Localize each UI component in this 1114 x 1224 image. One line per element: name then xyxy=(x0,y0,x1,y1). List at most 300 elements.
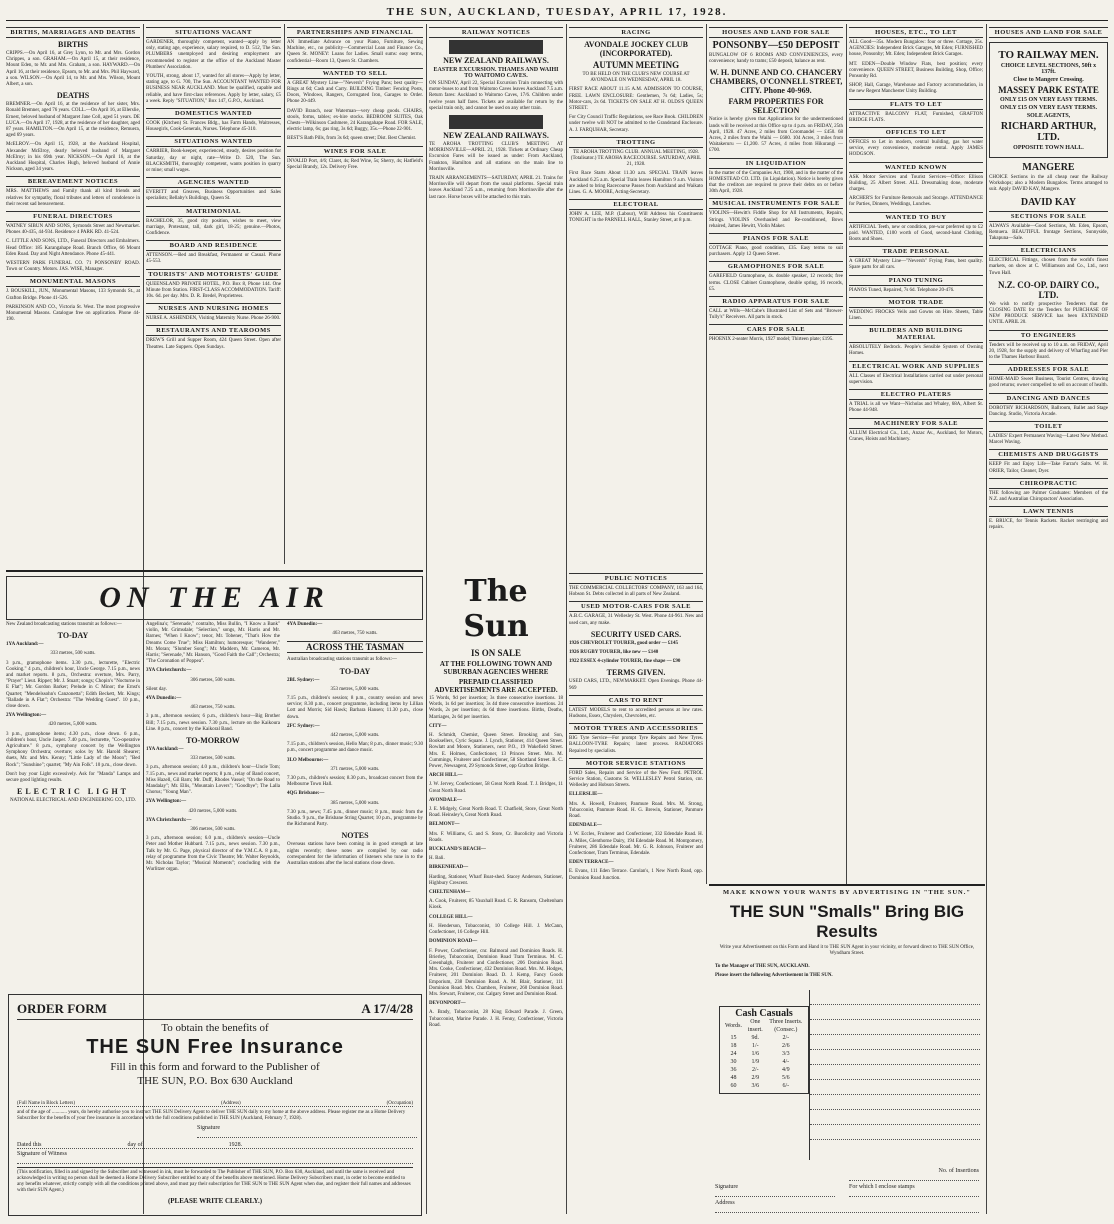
ad-text: A GREAT Mystery Line—"Neversh" Frying Pans; best quality—Rings at 6d; Cash and Carry. BUILDING Timber: Fencing Posts, Doors, Windows, Rangers, Corrugated Iron, Garages to Order. Phone 20-449. xyxy=(287,80,423,105)
section-heading: PIANO TUNING xyxy=(849,275,983,286)
table-row xyxy=(723,1042,805,1050)
radio-text: 3 p.m., gramophone items. 3.30 p.m., lecturette, "Electric Cooking." 4 p.m., children's hour, Uncle George. 7.15 p.m., news and market reports. 8 p.m., Orchestra: overture, Mrs. Parry, "Prayer" Lieut. Ripper; Mr. J. Stuart; songs; Chopin's "Nocturne in E Flat"; Mr. Gordon Barker; Prelude in C Minor; the Ernst's Quartet; "Mendelssohn's Canzonetta"; Edith Beckett, Mr. Kings; "Ballade in A Flat"; Orchestra: "The Wedding Guest". 10 p.m., close down. xyxy=(6,660,140,710)
day-of-label[interactable]: day of xyxy=(127,1142,143,1148)
railway-men-ad xyxy=(989,42,1108,158)
subheading: EASTER EXCURSION. THAMES AND WAIHI TO WAITOMO CAVES. xyxy=(433,67,559,79)
radio-column-2 xyxy=(146,622,280,877)
ad-headline: N.Z. CO-OP. DAIRY CO., LTD. xyxy=(997,279,1100,300)
radio-day: TO-DAY xyxy=(339,666,371,676)
notice-text: McELROY.—On April 15, 1928, at the Auckland Hospital, Alexander McElroy, dearly beloved husband of Margaret McElroy; in his 69th year. NICKSON.—On April 16, at the Auckland Hospital, Charles Hugh, beloved husband of Annie Nickson, aged 34 years. xyxy=(6,142,140,173)
ad-text: ASK Motor Services and Tourist Services—Office: Ellison Building, 25 Albert Street. ALL Dressmaking done, moderate charges. xyxy=(849,174,983,193)
ad-subline: TERMS GIVEN. xyxy=(606,668,666,678)
column-rule xyxy=(986,24,987,1214)
ad-subline: CHOICE LEVEL SECTIONS, 50ft x 137ft. xyxy=(1000,63,1097,75)
ad-text: DAVID Branch, near Waterman—very cheap goods. CHAIRS, stools, forms, tables; ex-hire stocks. BEDROOM SUITES, Oak Chests—Wilkinson Cashmere, 24 Karangahape Road. FOR SALE, electric lamp, 6s; gas ring, 3s 6d; Buggy, 35s.—Phone 22-901. xyxy=(287,108,423,133)
ad-headline: TO RAILWAY MEN. xyxy=(998,49,1099,61)
section-heading: CARS TO RENT xyxy=(569,695,703,706)
rate-cell: 60 xyxy=(730,1083,737,1089)
table-row xyxy=(723,1082,805,1090)
ad-text: BUNGALOW OF 6 ROOMS AND CONVENIENCES, every convenience; handy to trams; £50 deposit, balance as rent. xyxy=(709,53,843,65)
notice-text: For City Council Traffic Regulations, see Race Book. CHILDREN under twelve will NOT be admitted to the Grandstand Enclosure. A. J. FARQUHAR, Secretary. xyxy=(569,115,703,133)
ad-text: ALL Good—35s. Modern Bungalow: four or three. Cottage, 25s. AGENCIES: Independent Brick Garages, Mt Eden; FURNISHED house, Ponsonby; Mt. Eden; Independent Brick Garages. xyxy=(849,40,983,58)
ad-headline: RICHARD ARTHUR, LTD. xyxy=(1000,121,1097,143)
district-name: CITY— xyxy=(429,723,447,729)
station-power: 353 metres, 5,000 watts. xyxy=(330,686,380,692)
ad-text: THE following are Palmer Graduates: Members of the N.Z. and Australian Chiropractors' Association. xyxy=(989,490,1108,503)
ad-text: PHOENIX 2-seater Morris, 1927 model; Thirteen plate; £195. xyxy=(709,337,834,343)
radio-text: 3 p.m., afternoon session; 6 p.m., children's hour—Big Brother Bill; 7.15 p.m., news session. 7.30 p.m., lecture on the Kaikoura Line. 8 p.m., concert by the Kaikoral Band. xyxy=(146,714,280,732)
notice-text: ON SUNDAY, April 22, Special Excursion Train connecting with motor-buses to and from Waitomo Caves leaves Auckland 7.5 a.m. Return fares: Auckland to Waitomo Caves, 17/6. Children under twelve years half fares. Tickets are available for return by the special train only, and cannot be used on any other train. xyxy=(429,81,563,111)
ad-text: QUEENSLAND PRIVATE HOTEL, P.O. Box 8, Phone 144. One Minute from Station. FIRST-CLASS ACCOMMODATION. Tariff: 10s. 6d. per day. Mrs. D. R. Bredel, Proprietress. xyxy=(146,281,281,300)
ad-text: CARRIER, Book-keeper, experienced, steady, desires position for Saturday, day or night, rate—Write D. 520, The Sun. BLACKSMITH, thoroughly competent, wants position in quarry or mine; small wages. xyxy=(146,149,281,174)
on-the-air-title: ON THE AIR xyxy=(6,576,423,620)
cash-casuals-title: Cash Casuals xyxy=(735,1008,793,1019)
smalls-banner: MAKE KNOWN YOUR WANTS BY ADVERTISING IN "THE SUN." xyxy=(723,889,971,896)
column-rule xyxy=(284,24,285,564)
notice-text: CRIPPS.—On April 16, at Grey Lynn, to Mr. and Mrs. Gordon Chrippes, a son. GRAHAM.—On April 15, at their residence, Mount Eden, to Mr. and Mrs. Graham, a son. HAYWARD.—On April 16, at their residence, Epsom, to Mr. and Mrs. Phil Hayward, a son. WILSON.—On April 14, to Mr. and Mrs. Wilson, Mount Albert, a son. xyxy=(6,51,140,88)
notice-text: TE AROHA TROTTING CLUB'S MEETING AT MORRINSVILLE—APRIL 21, 1928. Tickets at Ordinary Cheap Excursion Fares will be issued as under: From Auckland, Frankton, Hamilton and all stations on the main line to Morrinsville. xyxy=(429,142,563,172)
ad-text: Notice is hereby given that Applications for the undermentioned lands will be received at this Office up to 4 p.m. on FRIDAY, 25th April, 1928. 47 Acres, 2 miles from Coromandel — £450. 68 Acres, 2 miles from the Waihi — £680. 104 Acres, 3 miles from Waitakeruru — £1,200. 57 Acres, 4 miles from Hikurangi — £700. xyxy=(709,117,843,154)
station-name: 2YA Wellington:— xyxy=(146,799,187,805)
section-heading: WANTED KNOWN xyxy=(849,162,983,173)
section-heading: HOUSES AND LAND FOR SALE xyxy=(709,27,843,38)
ad-text: WATNEY SIBUN AND SONS, Symonds Street and Newmarket. Phones 40-435, 44-934. Residence 4 PARK RD. 41-524. xyxy=(6,224,140,236)
radio-text: 7.30 p.m., news; 7.45 p.m., dinner music; 8 p.m., music from the Studio. 9 p.m., the Brisbane String Quartet; 10 p.m., programme by the Richmond Party. xyxy=(287,809,423,828)
station-power: 306 metres, 500 watts. xyxy=(190,827,236,833)
table-row xyxy=(723,1034,805,1042)
order-form-ref: A 17/4/28 xyxy=(361,1001,413,1016)
section-heading: SITUATIONS WANTED xyxy=(146,136,281,147)
station-name: 3YA Christchurch:— xyxy=(146,817,192,823)
section-heading: RESTAURANTS AND TEAROOMS xyxy=(146,325,281,336)
ad-text: EVERITT and Greaves, Business Opportunities and Sales specialists; Bellaby's Buildings, Queen St. xyxy=(146,190,281,202)
write-clearly: (PLEASE WRITE CLEARLY.) xyxy=(167,1197,263,1205)
agency-list: A. Brady, Tobacconist, 28 King Edward Parade. J. Green, Tobacconist, Marine Parade. J. H. Fenny, Confectioner, Victoria Road. xyxy=(429,1010,563,1028)
column-rule xyxy=(846,24,847,884)
radio-text: Don't buy your Light excessively. Ask for "Manda" Lamps and secure good lighting results. xyxy=(6,771,140,784)
station-name: 2YA Wellington:— xyxy=(6,713,47,719)
radio-text: 3 p.m., gramophone items; 4.30 p.m., close down. 6 p.m., children's hour, Uncle Jasper. 7.40 p.m., lecturette, "Co-operative Agriculture." 8 p.m., symphony concert by the Wellington Symphony Orchestra; overture; solos by Mr. Harold Shearer; duets, Mr. and Mrs. Kenny; "Little Lady of the Moon"; "Bed Rock"; "Sunshine"; quartet; "My Ain Folk". 10 p.m., close down. xyxy=(6,731,140,768)
rate-cell: 1/- xyxy=(751,1043,759,1049)
newspaper-page xyxy=(6,4,1108,1218)
ad-text: VIOLINS—Hewitt's Fiddle Shop for All Instruments, Repairs, Strings. VIOLINS Overhauled and Re-conditioned, Bows rehaired, James Hewitt, Violin Maker. xyxy=(709,211,843,229)
ad-line-field[interactable] xyxy=(810,1007,980,1020)
witness-signature-field[interactable]: Signature of Witness xyxy=(17,1151,413,1164)
district-name: COLLEGE HILL— xyxy=(429,914,473,920)
section-heading: MOTOR SERVICE STATIONS xyxy=(569,758,703,769)
sun-subline: AT THE FOLLOWING TOWN AND SUBURBAN AGENCIES WHERE xyxy=(439,660,553,676)
signature-field[interactable]: Signature xyxy=(715,1184,835,1197)
ad-line-field[interactable] xyxy=(810,1022,980,1035)
station-power: 371 metres, 5,000 watts. xyxy=(330,766,380,772)
rates-text: 15 Words, 9d per insertion; 3s three consecutive insertions. 18 Words, 1s 6d per insertion; 3s 4d three consecutive insertions. 24 Words, 2s per insertion; 4s 6d three insertions. Births, Deaths, Marriages, 2s 6d per insertion. xyxy=(429,696,563,720)
rate-cell: 48 xyxy=(730,1075,737,1081)
section-heading: PUBLIC NOTICES xyxy=(569,573,703,584)
agency-list: A. Cook, Fruiterer, 85 Vauxhall Road. C. R. Ransom, Cheltenham Kiosk. xyxy=(429,899,563,911)
station-name: 2FC Sydney:— xyxy=(287,723,320,729)
table-row xyxy=(723,1050,805,1058)
section-heading: TRADE PERSONAL xyxy=(849,246,983,257)
station-name: 3LO Melbourne:— xyxy=(287,757,329,763)
section-heading: HOUSES AND LAND FOR SALE xyxy=(989,27,1108,38)
ad-line-field[interactable] xyxy=(810,1067,980,1080)
section-heading: RAILWAY NOTICES xyxy=(429,27,563,38)
car-listing: 1926 CHEVROLET TOURER, good order — £145 xyxy=(569,640,678,646)
masthead: THE SUN, AUCKLAND, TUESDAY, APRIL 17, 1928. xyxy=(6,4,1108,21)
rate-cell: 18 xyxy=(730,1043,737,1049)
radio-text: 7.15 p.m., children's session, Hello Man; 8 p.m., dinner music; 9.30 p.m., concert programme and dance music. xyxy=(287,742,423,754)
ad-text: ALLUM Electrical Co., Ltd., Anzac Av., Auckland, for Motors, Cranes, Hoists and Machinery. xyxy=(849,430,983,442)
dated-label[interactable]: Dated this xyxy=(17,1142,42,1148)
ad-text: THE COMMERCIAL COLLECTORS' COMPANY, 163 and 164, Hobson St. Debts collected in all parts of New Zealand. xyxy=(569,586,703,598)
ad-text: BEST'S Bath Pills, from 3s 6d; queen street; Dist. Best Chemist. xyxy=(287,136,417,142)
cash-casuals-table xyxy=(719,1006,809,1094)
ad-headline: FARM PROPERTIES FOR SELECTION xyxy=(728,97,824,116)
table-row xyxy=(723,1058,805,1066)
district-name: CHELTENHAM— xyxy=(429,890,471,896)
ad-text: LATEST MODELS to rent to accredited persons at low rates. Hudsons, Essex, Chryslers, Chevrolets, etc. xyxy=(569,707,703,720)
rates-head: Words. xyxy=(725,1023,743,1029)
station-power: 463 metres, 750 watts. xyxy=(332,631,378,637)
ad-subline: SOLE AGENTS, xyxy=(1026,113,1071,119)
ad-text: GARDENER, thoroughly competent, wanted—apply by letter only, stating age, experience, salary required, to D. 512, The Sun. PLUMBERS unemployed and desiring employment are recommended to register at the office of the Auckland Master Plumbers' Association. xyxy=(146,40,281,70)
agency-list: Mrs. A. Howell, Fruiterer, Panmure Road. Mrs. M. Strong, Tobacconist, Panmure Road. H. G. Brewin, Stationer, Panmure Road. xyxy=(569,801,703,820)
section-heading: OFFICES TO LET xyxy=(849,127,983,138)
station-name: 1YA Auckland:— xyxy=(146,747,184,753)
rate-cell: 3/6 xyxy=(751,1083,760,1089)
station-power: 442 metres, 5,000 watts. xyxy=(330,733,380,739)
agency-list: H. Schmidt, Chemist, Queen Street. Brooking and Son, Booksellers, Cyric Square. J. Lynch, Stationer, 414 Queen Street. Rowlatt and Moore, Stationers, next P.O., 19 Wakefield Street. Mrs. E. Holmes, Confectioner, 13 Princes Street. Mrs. M. Cummings, Fruiterer and Confectioner, 58 Shortland Street. R. C. Power, Newsagent, 29 Symonds Street, opp Grafton Bridge. xyxy=(429,733,563,770)
section-heading: BEREAVEMENT NOTICES xyxy=(6,176,140,187)
radio-text: Angelina's; "Serenade," contralto, Miss Bullin, "I Know a Bank" violin, Mr. Grimsdale; "Selection," songs, Mr. Harris and Mr. Barnes; "When I Know"; tenor, Mr. Tobener, "That's How the Dreams Come True"; Miss Hamilton; humoresque; "Wanderer," Mr. Moran; "Slumber Song"; Mr. Maddern, Mr. Cameron, Mr. Harris; "Serenade," Mr. Hanson, "Good Faith the Call"; Orchestra; "The Coronation of Poppea". xyxy=(146,622,280,665)
smalls-address-block xyxy=(715,964,875,982)
section-heading: HOUSES, ETC., TO LET xyxy=(849,27,983,38)
section-heading: RACING xyxy=(569,27,703,38)
station-name: 4YA Dunedin:— xyxy=(146,696,182,702)
section-heading: ELECTRICAL WORK AND SUPPLIES xyxy=(849,361,983,372)
section-heading: DOMESTICS WANTED xyxy=(146,108,281,119)
rate-cell: 15 xyxy=(730,1035,737,1041)
agency-list: J. E. Midgely, Great North Road. T. Chatfield, Store, Great North Road. Heinsley's, Great North Road. xyxy=(429,807,563,819)
ad-line-field[interactable] xyxy=(810,1052,980,1065)
section-heading: SECTIONS FOR SALE xyxy=(989,211,1108,222)
section-heading: NURSES AND NURSING HOMES xyxy=(146,303,281,314)
ad-text-area[interactable] xyxy=(809,990,980,1160)
ad-text: A GREAT Mystery Line—"Neversh" Frying Pans, best quality. Spare parts for all cars. xyxy=(849,259,983,271)
sun-subline: PREPAID CLASSIFIED ADVERTISEMENTS ARE ACCEPTED. xyxy=(434,678,558,694)
radio-text: New Zealand broadcasting stations transmit as follows:— xyxy=(6,622,122,627)
section-heading: BUILDERS AND BUILDING MATERIAL xyxy=(849,325,983,343)
district-name: BIRKENHEAD— xyxy=(429,865,469,871)
radio-text: 7.15 p.m., children's session; 8 p.m., country session and news service; 8.30 p.m., concert programme, including items by Lillian Lott and Morris; Sid Hawk; Barbara Hansen; 11.30 p.m., close down. xyxy=(287,696,423,720)
column-rule xyxy=(566,24,567,1214)
car-listing: 1922 ESSEX 4-cylinder TOURER, fine shape — £90 xyxy=(569,659,681,665)
section-heading: RADIO APPARATUS FOR SALE xyxy=(709,296,843,307)
ad-headline: W. H. DUNNE AND CO. CHANCERY CHAMBERS, O'CONNELL STREET, CITY. Phone 40-969. xyxy=(709,68,843,96)
section-heading: WANTED TO SELL xyxy=(287,68,423,79)
rate-cell: 24 xyxy=(730,1051,737,1057)
district-name: DOMINION ROAD— xyxy=(429,939,478,945)
ad-text: J. BOUSKILL, JUN., Monumental Masons, 133 Symonds St., at Grafton Bridge. Phone 41-526. xyxy=(6,289,140,301)
radio-text: 3 p.m., afternoon session; 4.0 p.m., children's hour—Uncle Tom; 7.15 p.m., news and market reports; 8 p.m., relay of Band concert, Miss Hazell, Gil Barn; Mr. Duff, Rhodes Vassel; "On the Road to Mandalay"; Mr. Ellis, "Mountain Lovers"; "Goodbye"; The Lalla Chorus; "Young Man". xyxy=(146,765,280,796)
dated-row xyxy=(17,1140,413,1149)
ad-text: HOME-MAID Sweet Business, Tourist Centres, drawing good returns; owner compelled to sell on account of health. xyxy=(989,377,1108,389)
rate-cell: 2/9 xyxy=(751,1075,760,1081)
rate-cell: 4/9 xyxy=(781,1067,790,1073)
address-field[interactable]: Address xyxy=(715,1200,979,1213)
order-form-label: ORDER FORM xyxy=(17,1001,107,1016)
ad-text: ATTENSON.—Bed and Breakfast, Permanent or Casual. Phone 45-553. xyxy=(146,253,281,265)
ad-text: OFFICES to Let in modern, central building, gas hot water service, every convenience, moderate rental. Apply JAMES HODGSON. xyxy=(849,140,983,158)
subheading: BIRTHS xyxy=(58,40,88,49)
section-heading: WINES FOR SALE xyxy=(287,146,423,157)
subheading: NEW ZEALAND RAILWAYS. xyxy=(443,131,549,141)
rate-cell: 36 xyxy=(730,1067,737,1073)
order-note: (This notification, filled in and signed by the Subscriber and witnessed in ink, must be forwarded to The Publisher of THE SUN, P.O. Box 630, Auckland, and until the same is received and acknowledged in writing no person shall be deemed a Home Delivery Subscriber entitled to any of the benefits above mentioned. Home Delivery Subscribers must, in order to become entitled to any benefits whatever, strictly comply with all the conditions printed above, and must pay their subscription for THE SUN to THE SUN Agent when due, and register their full names and addresses with their SUN Agent.) xyxy=(17,1167,413,1194)
section-heading: MUSICAL INSTRUMENTS FOR SALE xyxy=(709,198,843,209)
stamps-field[interactable]: For which I enclose stamps xyxy=(849,1184,979,1197)
the-sun-logo: The Sun xyxy=(463,574,529,644)
subheading: NEW ZEALAND RAILWAYS. xyxy=(443,56,549,65)
column-motor xyxy=(569,570,703,1214)
ad-text: PIANOS Tuned, Repaired, 7s 6d. Telephone 20-476. xyxy=(849,287,955,293)
section-heading: GRAMOPHONES FOR SALE xyxy=(709,261,843,272)
district-name: BUCKLAND'S BEACH— xyxy=(429,847,486,853)
district-name: ELLERSLIE— xyxy=(569,792,603,798)
section-heading: CHIROPRACTIC xyxy=(989,478,1108,489)
agency-list: F. Power, Confectioner, cnr. Balmoral and Dominion Roads. H. Brierley, Tobacconist, Dominion Road Tram Terminus. M. C. Greenhalgh, Fruiterer and Confectioner, 206 Dominion Road. Mrs. Cooke, Confectioner, 432 Dominion Road. Mrs. M. Hodges, Fruiterer, 201 Dominion Road. D. J. Kemp, Fancy Goods Emporium, 238 Dominion Road. A. M. Blair, Stationer, 111 Dominion Road. Mrs. Chambers, Fruiterer, 260 Dominion Road. Mrs. Stewart, Fruiterer, cnr. Calgary Street and Dominion Road. xyxy=(429,948,563,997)
radio-text: 7.30 p.m., children's session; 8.30 p.m., broadcast concert from the Melbourne Town Hall. xyxy=(287,776,423,788)
subheading: AVONDALE JOCKEY CLUB (INCORPORATED). xyxy=(584,40,688,58)
column-land-sale xyxy=(989,24,1108,1214)
section-heading: MOTOR TRADE xyxy=(849,297,983,308)
column-financial xyxy=(287,24,423,564)
rate-cell: 2/6 xyxy=(781,1043,790,1049)
notice-text: JOHN A. LEE, M.P. (Labour), Will Address his Constituents TONIGHT in the PARNELL HALL, Stanley Street, at 8 p.m. xyxy=(569,212,703,224)
column-rule xyxy=(706,24,707,884)
station-power: 463 metres, 750 watts. xyxy=(190,705,236,711)
notice-text: TRAIN ARRANGEMENTS—SATURDAY, APRIL 21. Trains for Morrinsville will depart from the usual platforms. Special train leaves Auckland 7.25 a.m., returning from Morrinsville after the last race. Horse boxes will be attached to this train. xyxy=(429,176,563,200)
radio-text: Overseas stations have been coming in in good strength at late nights recently; these notes are compiled by our radio correspondent for the information of listeners who tune in to the Australian stations after the local stations close down. xyxy=(287,842,423,867)
rate-cell: 30 xyxy=(730,1059,737,1065)
district-name: AVONDALE— xyxy=(429,797,462,803)
column-railway xyxy=(429,24,563,564)
ad-text: CALL at Wills—McCabe's Illustrated List of Sets and "Brower-Tully's" Receivers. All parts in stock. xyxy=(709,309,843,321)
ad-headline: DAVID KAY xyxy=(1020,196,1077,208)
section-heading: BOARD AND RESIDENCE xyxy=(146,240,281,251)
rate-cell: 2/- xyxy=(782,1035,790,1041)
ad-text: CHOICE Sections in the all cheap near the Railway Workshops; also a Modern Bungalow. Terms arranged to suit. Apply DAVID KAY, Mangere. xyxy=(989,175,1108,193)
section-heading: MOTOR TYRES AND ACCESSORIES xyxy=(569,723,703,734)
ad-text: A.B.C. GARAGE, 31 Wellesley St. West. Phone 44-961. New and used cars, any make. xyxy=(569,614,703,626)
ad-text: C. LITTLE AND SONS, LTD., Funeral Directors and Embalmers. Head Office: 185 Karangahape Road. Branch Office, 66 Mount Eden Road. Day and Night Attendance. Phone 45-441. xyxy=(6,239,140,257)
ad-text: LADIES' Expert Permanent Waving—Latest New Method. Marcel Waving. xyxy=(989,434,1108,446)
ad-text: BACHELOR, 35, good city position, wishes to meet, view marriage, Protestant, tall, dark girl, 18-25; genuine.—Photos, Confidence. xyxy=(146,218,281,237)
ad-headline: MASSEY PARK ESTATE xyxy=(998,85,1099,95)
notes-heading: NOTES xyxy=(341,831,369,841)
order-header xyxy=(17,1001,413,1020)
station-power: 333 metres, 500 watts. xyxy=(50,651,96,657)
order-signature-field[interactable]: Signature xyxy=(197,1125,417,1138)
ad-headline: ELECTRIC LIGHT xyxy=(16,787,130,797)
district-name: EDENDALE— xyxy=(569,823,602,829)
rate-cell: 1/6 xyxy=(751,1051,760,1057)
notice-text: First Race Starts About 11.30 a.m. SPECIAL TRAIN leaves Auckland 6.25 a.m. Special Train leaves Hamilton 9 a.m. Visitors are asked to bring Racecourse Passes from Auckland and Waikato Lines. G. A. MOORE, Acting-Secretary. xyxy=(569,171,703,196)
column-houses-let xyxy=(849,24,983,864)
ad-text: INVALID Port, 4/6; Claret, 4s; Red Wine, 5s; Sherry, 4s; Hatfield's Special Brandy, 12s. Delivery Free. xyxy=(287,158,423,170)
station-name: 3YA Christchurch:— xyxy=(146,668,192,674)
ad-line-field[interactable] xyxy=(810,1127,980,1140)
column-racing xyxy=(569,24,703,564)
table-row xyxy=(723,1066,805,1074)
subheading: AUTUMN MEETING xyxy=(592,60,680,70)
ad-headline: PONSONBY—£50 DEPOSIT xyxy=(712,40,840,51)
full-name-field[interactable]: (Full Name in Block Letters) xyxy=(17,1101,76,1106)
column-situations xyxy=(146,24,281,564)
ad-text: SHOP, Hall, Garage, Warehouse and Factory accommodation, in the new Regent Manchester Unity Building. xyxy=(849,83,983,95)
ad-text: USED CARS, LTD., NEWMARKET. Open Evenings. Phone 44-969 xyxy=(569,679,703,691)
section-heading: DANCING AND DANCES xyxy=(989,393,1108,404)
order-line: To obtain the benefits of xyxy=(161,1022,269,1034)
station-name: 4YA Dunedin:— xyxy=(287,622,323,627)
notice-text: TO BE HELD ON THE CLUB'S NEW COURSE AT AVONDALE ON WEDNESDAY, APRIL 18. xyxy=(582,72,690,84)
agency-list: Harding, Stationer, Wharf Boat-shed. Stacey Anderson, Stationer, Highbury Crescent. xyxy=(429,874,563,886)
rate-cell: 4/- xyxy=(782,1059,790,1065)
radio-day: TO-MORROW xyxy=(186,736,240,746)
district-name: BELMONT— xyxy=(429,822,460,828)
table-row xyxy=(723,1074,805,1082)
rate-cell: 2/- xyxy=(751,1067,759,1073)
section-heading: WANTED TO BUY xyxy=(849,212,983,223)
ad-text: ARCHER'S for Furniture Removals and Storage. ATTENDANCE for Parties, Dinners, Weddings, Lunches. xyxy=(849,196,983,208)
ad-text: FORD Sales, Repairs and Service of the New Ford. PETROL Service Station, Customs St. WELLESLEY Petrol Station, cnr. Wellesley and Hobson Streets. xyxy=(569,770,703,789)
year-label: 1928. xyxy=(228,1142,243,1148)
ad-text: DOROTHY RICHARDSON, Ballroom, Ballet and Stage Dancing. Studio, Victoria Arcade. xyxy=(989,405,1108,417)
ad-text: A TRIAL is all we Want—Nicholas and Whaley, 68A, Albert St. Phone 44-948. xyxy=(849,402,983,414)
radio-column-1 xyxy=(6,622,140,807)
order-line: Fill in this form and forward to the Publisher of xyxy=(110,1061,320,1073)
ad-line-field[interactable] xyxy=(810,1112,980,1125)
ad-subline: Close to Mangere Crossing. xyxy=(1013,77,1084,83)
section-heading: CHEMISTS AND DRUGGISTS xyxy=(989,449,1108,460)
station-power: 420 metres, 5,000 watts. xyxy=(48,722,98,728)
ad-text: ABSOLUTELY Bedrock. People's Sensible System of Owning Homes. xyxy=(849,345,983,357)
section-heading: MACHINERY FOR SALE xyxy=(849,418,983,429)
ad-text: COTTAGE Piano, good condition, £35. Easy terms to suit purchasers. Apply 12 Queen Street. xyxy=(709,246,843,258)
ad-line-field[interactable] xyxy=(810,1097,980,1110)
section-heading: TOILET xyxy=(989,421,1108,432)
section-heading: LAWN TENNIS xyxy=(989,506,1108,517)
station-name: 1YA Auckland:— xyxy=(6,642,44,648)
subheading: DEATHS xyxy=(56,91,90,101)
station-power: 306 metres, 500 watts. xyxy=(190,677,236,683)
radio-day: TO-DAY xyxy=(57,631,89,641)
ad-text: AN Immediate Advance on your Piano, Furniture, Sewing Machine, etc., no publicity—Commercial Loan and Finance Co., Queen St. MONEY: Loans for Ladies. Small sums: easy terms, confidential—Room 13, Queen St. Chambers. xyxy=(287,40,423,64)
notice-text: FIRST RACE ABOUT 11.15 A.M. ADMISSION TO COURSE, FREE. LAWN ENCLOSURE: Gentlemen, 7s 6d; Ladies, 5s; Motor-cars, 2s 6d. TICKETS ON SALE AT H. OLDS'S QUEEN STREET. xyxy=(569,87,703,112)
ad-text: ALL Classes of Electrical Installations carried out under personal supervision. xyxy=(849,373,983,385)
name-address-row xyxy=(17,1093,413,1107)
ad-text: ELECTRICAL Fittings, chosen from the world's finest markets, on show at C. Williamson and Co., Ltd., next Town Hall. xyxy=(989,258,1108,276)
ad-line-field[interactable] xyxy=(810,1037,980,1050)
section-heading: BIRTHS, MARRIAGES AND DEATHS xyxy=(6,27,140,38)
sun-agencies-column xyxy=(429,570,563,1214)
ad-text: MT. EDEN—Double Window Flats, best position; every convenience. QUEEN STREET, Business Building, Shop, Office; Ponsonby Rd. xyxy=(849,61,983,80)
section-heading: ELECTRICIANS xyxy=(989,245,1108,256)
agency-list: E. Evans, 111 Eden Terrace. Carolan's, 1 New North Road, opp. Dominion Road Junction. xyxy=(569,869,703,881)
ad-line-field[interactable] xyxy=(810,992,980,1005)
ad-text: NURSE A. ASHENDEN, Visiting Maternity Nurse. Phone 26-900. xyxy=(146,316,281,322)
section-heading: MATRIMONIAL xyxy=(146,206,281,217)
smalls-sub: Write your Advertisement on this Form and Hand it to THE SUN Agent in your vicinity, or forward direct to THE SUN Office, Wyndham Street. xyxy=(719,945,975,956)
agency-list: H. Bali. xyxy=(429,856,445,862)
order-form xyxy=(8,994,422,1216)
insertions-field[interactable]: No. of Insertions xyxy=(849,1168,979,1181)
section-heading: USED MOTOR-CARS FOR SALE xyxy=(569,601,703,612)
section-heading: FLATS TO LET xyxy=(849,99,983,110)
smalls-title: THE SUN "Smalls" Bring BIG Results xyxy=(729,902,965,941)
on-the-air-section xyxy=(6,570,423,992)
ad-subline: OPPOSITE TOWN HALL. xyxy=(1013,145,1084,151)
rate-cell: 3/3 xyxy=(781,1051,790,1057)
smalls-insert: Please insert the following Advertisement in THE SUN. xyxy=(715,973,833,979)
address-field[interactable]: (Address) xyxy=(220,1101,241,1106)
notice-text: MRS. MATTHEWS and Family thank all kind friends and relatives for sympathy, floral tributes and letters of condolence in their recent sad bereavement. xyxy=(6,189,140,207)
district-name: EDEN TERRACE— xyxy=(569,860,614,866)
order-body: and of the age of ............ years, do hereby authorise you to instruct THE SUN Delivery Agent to deliver THE SUN daily to my home at the above address. Please register me as a Home Delivery Subscriber for the benefits of your free insurance in accordance with the full conditions published in THE SUN (Auckland, February 7, 1928). xyxy=(17,1110,406,1121)
ad-text: GAREFIELD Gramophone, 4s. double speaker, 12 records; free terms. CLOSE Cabinet Gramophone, double spring, 16 records, £5. xyxy=(709,274,843,292)
ad-subline: ONLY £15 ON VERY EASY TERMS. xyxy=(999,97,1098,103)
section-heading: IN LIQUIDATION xyxy=(709,158,843,169)
section-heading: TO ENGINEERS xyxy=(989,330,1108,341)
ad-text: WEDDING FROCKS Veils and Gowns on Hire. Sheets, Table Linen. xyxy=(849,309,983,322)
section-heading: MONUMENTAL MASONS xyxy=(6,276,140,287)
column-rule xyxy=(426,24,427,1214)
agency-list: Mrs. F. Williams, G. and S. Store, Cr. Bucolicity and Victoria Roads. xyxy=(429,831,563,843)
station-name: 2BL Sydney:— xyxy=(287,677,320,683)
ad-text: ARTIFICIAL Teeth, new or condition, pre-war preferred up to £2 paid. WANTED, £100 worth of Good, second-hand Clothing, Boots and Shoes. xyxy=(849,224,983,243)
smalls-to: To the Manager of THE SUN, AUCKLAND. xyxy=(715,964,810,969)
radio-text: Australian broadcasting stations transmit as follows:— xyxy=(287,657,397,663)
occupation-field[interactable]: (Occupation) xyxy=(386,1101,413,1106)
ad-text: YOUTH, strong, about 17, wanted for all stores—Apply by letter, stating age, to G. 700, The Sun. ACCOUNTANT WANTED FOR BUSINESS NEAR AUCKLAND. Must be qualified, capable and reliable, and have first-class references. Apply by letter, salary, £5 a week. Reply "SITUATION," Box 147, G.P.O., Auckland. xyxy=(146,74,281,104)
ad-text: NATIONAL ELECTRICAL AND ENGINEERING CO., LTD. xyxy=(9,798,137,804)
ad-text: We wish to notify prospective Tenderers that the CLOSING DATE for the Tenders for PURCHASE OF NEW PRODUCE SERVICE has been EXTENDED UNTIL APRIL 20. xyxy=(989,301,1108,326)
rates-head: One insert. xyxy=(747,1019,763,1033)
order-line: THE SUN, P.O. Box 630 Auckland xyxy=(137,1075,293,1087)
car-listing: 1926 RUGBY TOURER, like new — £140 xyxy=(569,650,659,656)
ad-text: DREW'S Grill and Supper Room, 424 Queen Street. Open after Theatres. Late Suppers. Open Sundays. xyxy=(146,338,281,350)
ad-text: PARKINSON AND CO., Victoria St. West. The most progressive Monumental Masons. Catalogue free on application. Phone 44-190. xyxy=(6,304,140,323)
radio-text: Silent day. xyxy=(146,686,168,692)
district-name: DEVONPORT— xyxy=(429,1001,466,1007)
ad-text: WESTERN PARK FUNERAL CO. 71 PONSONBY ROAD. Town or Country. Motors. JAS. WISE, Manager. xyxy=(6,261,140,273)
district-name: ARCH HILL— xyxy=(429,773,463,779)
ad-line-field[interactable] xyxy=(810,1082,980,1095)
smalls-form xyxy=(709,884,985,1216)
column-houses-sale xyxy=(709,24,843,784)
rate-cell: 9d. xyxy=(751,1035,760,1041)
ad-text: BIG Tyre Service—For prompt Tyre Repairs and New Tyres. BALLOON-TYRE Repairs; latest process. RADIATORS Repaired by specialists. xyxy=(569,736,703,754)
order-title: THE SUN Free Insurance xyxy=(86,1036,344,1058)
section-heading: ADDRESSES FOR SALE xyxy=(989,364,1108,375)
agency-list: J. W. Eccles, Fruiterer and Confectioner, 332 Edendale Road. H. A. Miles, Glenthorne Dairy, 194 Edendale Road. M. Montgomery, Fruiterer, 286 Edendale Road. Mr. G. R. Johnson, Fruiterer and Confectioner, Tram Terminus, Edendale. xyxy=(569,832,703,857)
section-heading: ELECTORAL xyxy=(569,199,703,210)
ad-headline: MANGERE xyxy=(1022,162,1075,173)
across-tasman-title: ACROSS THE TASMAN xyxy=(287,641,423,653)
section-heading: AGENCIES WANTED xyxy=(146,177,281,188)
rates-table xyxy=(723,1018,805,1090)
section-heading: CARS FOR SALE xyxy=(709,324,843,335)
